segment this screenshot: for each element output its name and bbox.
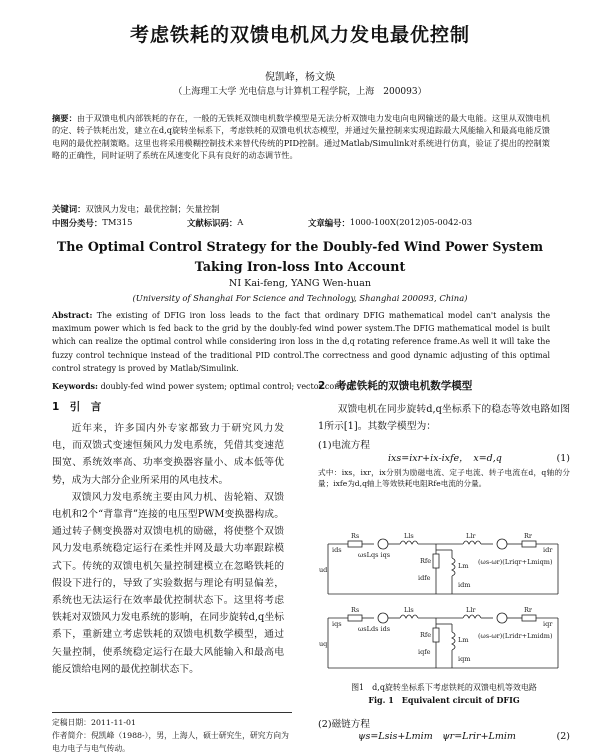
stator-source-q bbox=[378, 613, 388, 623]
flux-equation-block bbox=[318, 716, 570, 743]
clc-label: 中图分类号： bbox=[52, 218, 103, 228]
label-iqm: iqm bbox=[458, 655, 471, 663]
authors-cn: 倪凯峰，杨文焕 bbox=[265, 72, 335, 83]
label-ud: ud bbox=[319, 566, 328, 574]
label-d-source-r: (ωs-ωr)(Lriqr+Lmiqm) bbox=[478, 558, 553, 566]
equation-1-note: 式中：ixs，ixr，ix分别为励磁电流、定子电流、转子电流在d，q轴的分量；ixfe为d,q轴上等效铁耗电阻Rfe电流的分量。 bbox=[318, 468, 570, 489]
abstract-cn-label: 摘要： bbox=[52, 113, 77, 123]
abstract-en-label: Abstract: bbox=[52, 311, 93, 320]
label-idm: idm bbox=[458, 581, 471, 589]
q-axis-circuit bbox=[319, 606, 558, 668]
label-rfe-d: Rfe bbox=[420, 557, 432, 565]
keywords-en bbox=[52, 381, 354, 391]
left-column bbox=[52, 399, 284, 678]
label-rr-d: Rr bbox=[524, 532, 533, 540]
section1-paragraph-1: 近年来，许多国内外专家都致力于研究风力发电，而双馈式变速恒频风力发电系统，凭借其变速范围宽、系统效率高、功率变换器容量小、成本低等优势，成为大部分企业所采用的风电技术。 bbox=[52, 423, 284, 486]
equation-2 bbox=[318, 730, 570, 743]
rotor-leak-inductor-q bbox=[463, 615, 481, 618]
affiliation-cn: （上海理工大学 光电信息与计算机工程学院，上海 200093） bbox=[173, 87, 427, 97]
stator-leak-inductor-q bbox=[400, 615, 418, 618]
d-axis-circuit bbox=[319, 532, 558, 594]
subheading-current-equation: (1)电流方程 bbox=[318, 440, 370, 452]
section2-paragraph-1: 双馈电机在同步旋转d,q坐标系下的稳态等效电路如图1所示[1]。其数学模型为： bbox=[318, 404, 570, 433]
title-en-line1: The Optimal Control Strategy for the Doubly-fed Wind Power System bbox=[56, 239, 544, 254]
label-rfe-q: Rfe bbox=[420, 631, 432, 639]
paper-title-en bbox=[0, 237, 600, 277]
label-lm-q: Lm bbox=[458, 636, 469, 644]
label-lls-d: Lls bbox=[404, 532, 414, 540]
stator-source-d bbox=[378, 539, 388, 549]
label-iqr: iqr bbox=[543, 620, 553, 628]
label-rs-d: Rs bbox=[351, 532, 360, 540]
label-iqfe: iqfe bbox=[418, 648, 431, 656]
abstract-cn bbox=[52, 112, 550, 162]
affiliation-en: (University of Shanghai For Science and Technology, Shanghai 200093, China) bbox=[132, 293, 468, 303]
abstract-cn-text: 由于双馈电机内部铁耗的存在，一般的无铁耗双馈电机数学模型是无法分析双馈电力发电向电网输送的最大电能。这里从双馈电机的定、转子铁耗出发，建立在d,q旋转坐标系下，考虑铁耗的双馈电机状态模型，并通过矢量控制来实现追踪最大风能输入和最高电能反馈电网的最优控制策略。这里也将采用模糊控制技术来替代传统的PID控制。通过Matlab/Simulink对系统进行仿真，验证了提出的控制策略的正确性，同时证明了系统在风速变化下具有良好的动态调节性。 bbox=[52, 113, 550, 161]
iron-loss-resistor-d bbox=[433, 554, 439, 568]
equation-1-number: (1) bbox=[556, 453, 570, 465]
equation-2-number: (2) bbox=[556, 731, 570, 742]
right-column bbox=[318, 378, 570, 489]
keywords-en-text: doubly-fed wind power system; optimal control; vector control bbox=[100, 382, 354, 391]
rotor-resistor-q bbox=[522, 615, 536, 621]
rotor-resistor-d bbox=[522, 541, 536, 547]
label-llr-q: Llr bbox=[466, 606, 476, 614]
stator-resistor-q bbox=[348, 615, 362, 621]
article-no-label: 文章编号： bbox=[308, 218, 350, 228]
rotor-source-d bbox=[497, 539, 507, 549]
paper-title-cn: 考虑铁耗的双馈电机风力发电最优控制 bbox=[129, 24, 470, 46]
section2-title: 2 考虑铁耗的双馈电机数学模型 bbox=[318, 380, 473, 392]
stator-leak-inductor-d bbox=[400, 541, 418, 544]
label-ids: ids bbox=[332, 546, 342, 554]
magnetizing-inductor-q bbox=[452, 632, 455, 650]
label-llr-d: Llr bbox=[466, 532, 476, 540]
abstract-en bbox=[52, 309, 550, 375]
keywords-cn-text: 双馈风力发电；最优控制；矢量控制 bbox=[85, 204, 220, 214]
label-lls-q: Lls bbox=[404, 606, 414, 614]
label-rr-q: Rr bbox=[524, 606, 533, 614]
authors-en: NI Kai-feng, YANG Wen-huan bbox=[228, 278, 372, 289]
keywords-cn-label: 关键词： bbox=[52, 204, 86, 214]
label-iqs: iqs bbox=[332, 620, 342, 628]
footnote bbox=[52, 712, 292, 755]
figure-1-caption-en-text: Fig. 1 Equivalent circuit of DFIG bbox=[368, 695, 520, 705]
section1-title: 1 引 言 bbox=[52, 401, 102, 413]
figure-1-caption-en bbox=[318, 695, 570, 706]
stator-resistor-d bbox=[348, 541, 362, 547]
footnote-author: 作者简介：倪凯峰（1988-），男，上海人，硕士研究生，研究方向为电力电子与电气传动。 bbox=[52, 731, 289, 753]
keywords-cn bbox=[52, 203, 220, 215]
subheading-flux-equation: (2)磁链方程 bbox=[318, 719, 370, 730]
keywords-en-label: Keywords: bbox=[52, 381, 99, 391]
clc-value: TM315 bbox=[102, 217, 133, 227]
label-lm-d: Lm bbox=[458, 562, 469, 570]
footnote-date: 定稿日期：2011-11-01 bbox=[52, 718, 136, 727]
label-q-source-s: ωsLds ids bbox=[358, 625, 391, 633]
rotor-source-q bbox=[497, 613, 507, 623]
label-d-source-s: ωsLqs iqs bbox=[358, 551, 391, 559]
label-idr: idr bbox=[543, 546, 553, 554]
equation-2-text: ψs=Lsis+Lmim ψr=Lrir+Lmim bbox=[358, 731, 516, 742]
abstract-en-text: The existing of DFIG iron loss leads to the fact that ordinary DFIG mathematical model can't analysis the maximum power which is fed back to the grid by the doubly-fed wind power system.The DFIG mathematical model is built which can realize the optimal control while considering iron loss in the d,q rotating reference frame.As well it will take the fuzzy control technique instead of the traditional PID control.The correctness and good dynamic adjusting of this optimal control strategy is proved by Matlab/Simulink. bbox=[52, 311, 551, 373]
iron-loss-resistor-q bbox=[433, 628, 439, 642]
label-q-source-r: (ωs-ωr)(Lridr+Lmidm) bbox=[478, 632, 553, 640]
figure-1-caption-cn: 图1 d,q旋转坐标系下考虑铁耗的双馈电机等效电路 bbox=[351, 683, 537, 692]
magnetizing-inductor-d bbox=[452, 558, 455, 576]
equation-1-text: ixs=ixr+ix-ixfe， x=d,q bbox=[388, 453, 502, 465]
label-idfe: idfe bbox=[418, 574, 431, 582]
rotor-leak-inductor-d bbox=[463, 541, 481, 544]
equivalent-circuit-figure bbox=[318, 532, 570, 678]
label-rs-q: Rs bbox=[351, 606, 360, 614]
title-en-line2: Taking Iron-loss Into Account bbox=[194, 259, 406, 274]
section1-paragraph-2: 双馈风力发电系统主要由风力机、齿轮箱、双馈电机和2个“背靠背”连接的电压型PWM变换器构成。通过转子侧变换器对双馈电机的励磁，将使整个双馈风力发电系统稳定运行在柔性并网及最大功率跟踪模式下。传统的双馈电机矢量控制建模立在忽略铁耗的假设下进行的，导致了实验数据与理论有明显偏差，系统也无法运行在效率最优控制状态下。这里将考虑铁耗对双馈风力发电系统的影响，在同步旋转d,q坐标系下，重新建立考虑铁耗的双馈电机数学模型，通过矢量控制，使系统稳定运行在最大风能输入和最高电能反馈给电网的最优控制状态下。 bbox=[52, 491, 284, 675]
doc-code-value: A bbox=[237, 217, 244, 227]
article-no-value: 1000-100X(2012)05-0042-03 bbox=[349, 217, 473, 227]
label-uq: uq bbox=[319, 640, 328, 648]
equation-1 bbox=[318, 451, 570, 467]
doc-code-label: 文献标识码： bbox=[187, 218, 238, 228]
